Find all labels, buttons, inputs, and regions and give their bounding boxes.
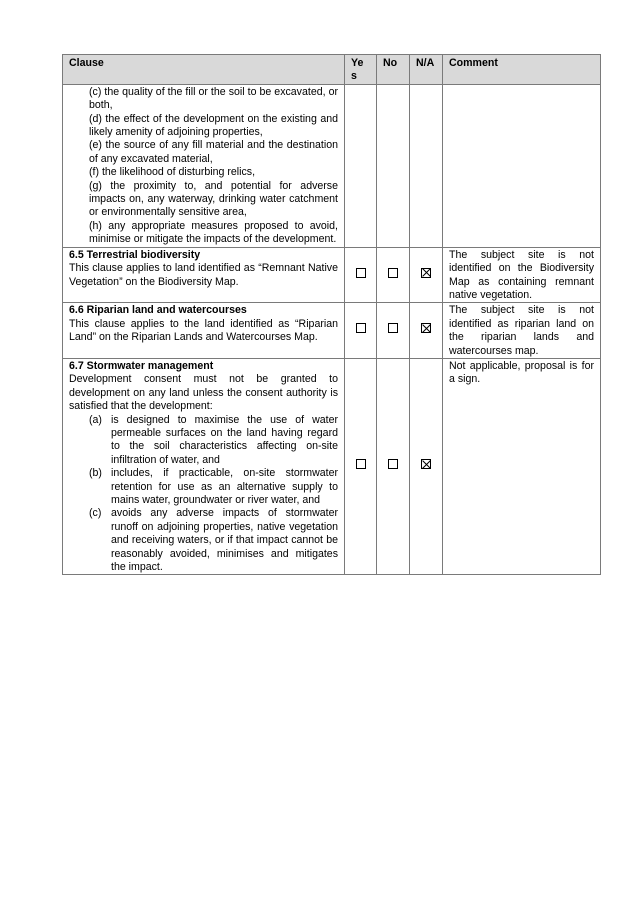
yes-checkbox[interactable] bbox=[356, 268, 366, 278]
na-checkbox-checked[interactable] bbox=[421, 323, 431, 333]
na-checkbox-checked[interactable] bbox=[421, 459, 431, 469]
header-comment: Comment bbox=[443, 55, 601, 85]
list-item bbox=[89, 414, 338, 468]
clause-heading: 6.5 Terrestrial biodiversity bbox=[69, 248, 201, 261]
yes-cell bbox=[345, 247, 377, 303]
comment-cell bbox=[443, 84, 601, 247]
list-item: (e) the source of any fill material and the destination of any excavated material, bbox=[89, 139, 338, 165]
clause-body: This clause applies to the land identified as “Riparian Land” on the Riparian Lands and Watercourses Map. bbox=[69, 317, 338, 344]
clause-heading: 6.7 Stormwater management bbox=[69, 359, 214, 372]
comment-cell: The subject site is not identified on the Biodiversity Map as containing remnant native vegetation. bbox=[443, 247, 601, 303]
na-checkbox-checked[interactable] bbox=[421, 268, 431, 278]
header-clause: Clause bbox=[63, 55, 345, 85]
header-no: No bbox=[377, 55, 410, 85]
clause-heading: 6.6 Riparian land and watercourses bbox=[69, 304, 247, 317]
list-item-text: avoids any adverse impacts of stormwater runoff on adjoining properties, native vegetation and receiving waters, or if that impact cannot be reasonably avoided, minimises and mitigates the impact. bbox=[111, 507, 338, 574]
list-item-text: includes, if practicable, on-site stormwater retention for use as an alternative supply to mains water, groundwater or river water, and bbox=[111, 467, 338, 506]
no-cell bbox=[377, 303, 410, 359]
na-cell bbox=[410, 358, 443, 575]
list-item bbox=[89, 507, 338, 574]
table-row bbox=[63, 84, 601, 247]
list-item: (g) the proximity to, and potential for adverse impacts on, any waterway, drinking water catchment or environmentally sensitive area, bbox=[89, 179, 338, 219]
list-item: (f) the likelihood of disturbing relics, bbox=[89, 166, 256, 179]
no-cell bbox=[377, 358, 410, 575]
yes-checkbox[interactable] bbox=[356, 323, 366, 333]
list-item: (c) the quality of the fill or the soil to be excavated, or both, bbox=[89, 85, 338, 112]
table-row bbox=[63, 247, 601, 303]
yes-cell bbox=[345, 303, 377, 359]
no-checkbox[interactable] bbox=[388, 459, 398, 469]
list-item-text: is designed to maximise the use of water permeable surfaces on the land having regard to the soil characteristics affecting on-site infiltration of water, and bbox=[111, 413, 338, 466]
na-cell bbox=[410, 303, 443, 359]
clause-cell bbox=[63, 358, 345, 575]
yes-cell bbox=[345, 84, 377, 247]
no-checkbox[interactable] bbox=[388, 323, 398, 333]
header-yes: Ye s bbox=[345, 55, 377, 85]
header-na: N/A bbox=[410, 55, 443, 85]
list-item-number: (a) bbox=[89, 413, 102, 426]
clause-body: Development consent must not be granted to development on any land unless the consent authority is satisfied that the development: bbox=[69, 373, 338, 413]
list-item bbox=[89, 467, 338, 507]
comment-cell: Not applicable, proposal is for a sign. bbox=[443, 358, 601, 575]
clause-cell bbox=[63, 247, 345, 303]
no-cell bbox=[377, 247, 410, 303]
table-row bbox=[63, 358, 601, 575]
clause-body: This clause applies to land identified as “Remnant Native Vegetation” on the Biodiversity Map. bbox=[69, 262, 338, 288]
na-cell bbox=[410, 247, 443, 303]
clause-cell bbox=[63, 84, 345, 247]
na-cell bbox=[410, 84, 443, 247]
clause-checklist-table bbox=[62, 54, 601, 575]
list-item: (h) any appropriate measures proposed to avoid, minimise or mitigate the impacts of the development. bbox=[89, 219, 338, 246]
clause-cell bbox=[63, 303, 345, 359]
no-checkbox[interactable] bbox=[388, 268, 398, 278]
table-row bbox=[63, 303, 601, 359]
list-item-number: (c) bbox=[89, 507, 102, 520]
yes-checkbox[interactable] bbox=[356, 459, 366, 469]
comment-cell: The subject site is not identified as riparian land on the riparian lands and watercourses map. bbox=[443, 303, 601, 359]
yes-cell bbox=[345, 358, 377, 575]
no-cell bbox=[377, 84, 410, 247]
table-header-row bbox=[63, 55, 601, 85]
list-item: (d) the effect of the development on the existing and likely amenity of adjoining properties, bbox=[89, 112, 338, 139]
list-item-number: (b) bbox=[89, 467, 102, 480]
